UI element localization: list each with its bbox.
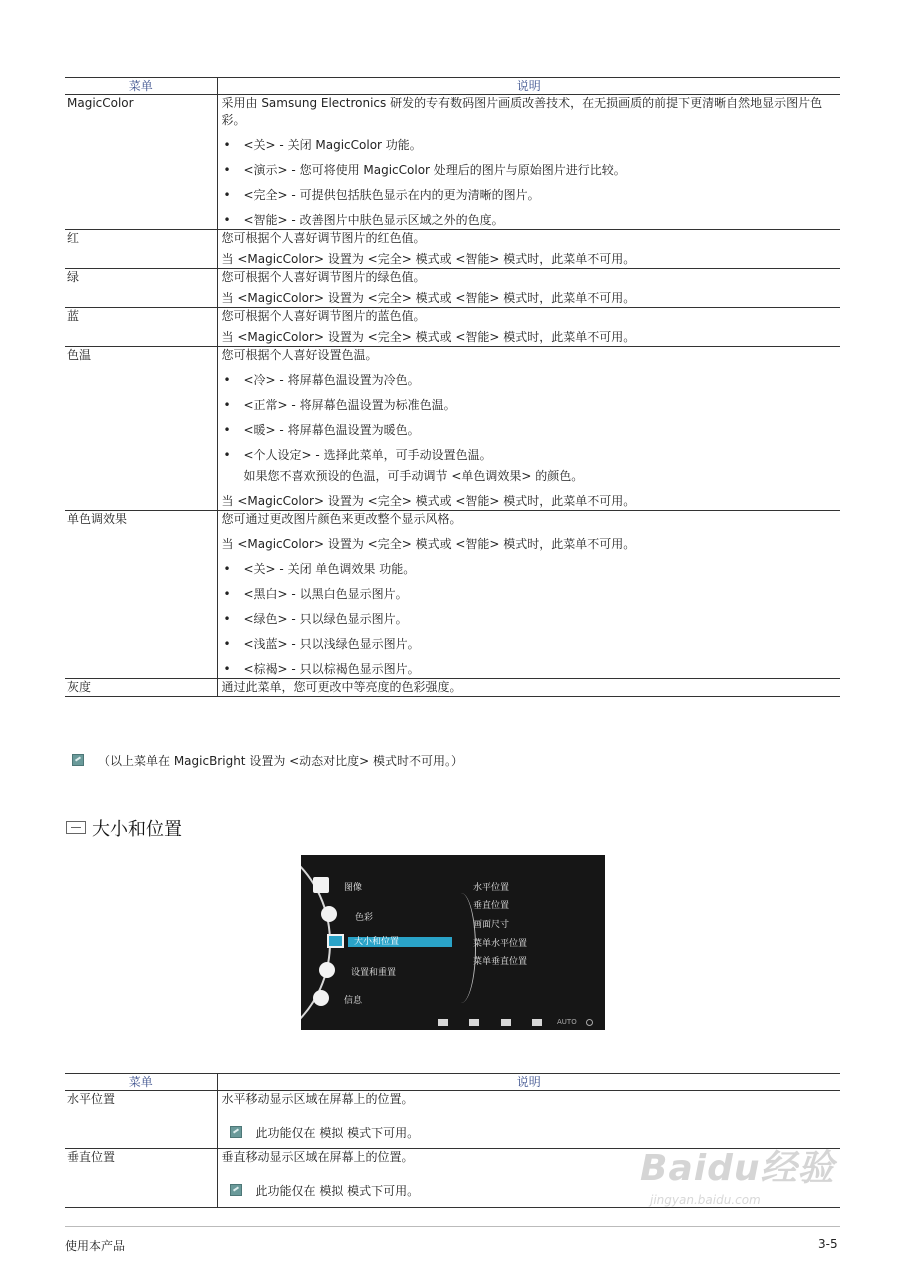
osd-main-item: 图像 (344, 883, 363, 893)
arrow-right-icon (532, 1019, 542, 1026)
option-list (222, 372, 839, 464)
note-icon (72, 754, 84, 766)
baidu-watermark-url: jingyan.baidu.com (650, 1193, 761, 1207)
baidu-watermark-logo: Baidu经验 (640, 1148, 835, 1189)
osd-main-item: 色彩 (355, 913, 374, 923)
osd-main-item: 信息 (344, 996, 363, 1006)
desc-text: 您可根据个人喜好设置色温。 (221, 348, 378, 362)
col-header-menu: 菜单 (65, 1074, 217, 1091)
submenu-bracket (446, 893, 476, 1003)
table-row (65, 679, 840, 697)
note-text: （以上菜单在 MagicBright 设置为 <动态对比度> 模式时不可用。） (98, 754, 464, 768)
palette-icon (321, 906, 337, 922)
desc-text: 水平移动显示区域在屏幕上的位置。 (221, 1092, 414, 1106)
list-item: • <棕褐> - 只以棕褐色显示图片。 (222, 661, 839, 678)
desc-text: 垂直移动显示区域在屏幕上的位置。 (221, 1150, 414, 1164)
row-description (217, 308, 840, 347)
row-name: MagicColor (65, 95, 217, 230)
footer-chapter: 使用本产品 (65, 1239, 126, 1253)
option-list (222, 137, 839, 229)
desc-subline: 如果您不喜欢预设的色温，可手动调节 <单色调效果> 的颜色。 (243, 469, 584, 483)
list-item: • <关> - 关闭 MagicColor 功能。 (222, 137, 839, 154)
auto-label: AUTO (557, 1018, 577, 1026)
row-name: 蓝 (65, 308, 217, 347)
col-header-description: 说明 (217, 78, 840, 95)
desc-text: 您可根据个人喜好调节图片的红色值。 (221, 231, 426, 245)
table-header-row (65, 1074, 840, 1091)
osd-main-item-selected: 大小和位置 (348, 937, 452, 947)
list-item: • <关> - 关闭 单色调效果 功能。 (222, 561, 839, 578)
row-description (217, 95, 840, 230)
close-icon (438, 1019, 448, 1026)
osd-sub-item: 菜单垂直位置 (473, 957, 528, 967)
osd-sub-item: 垂直位置 (473, 901, 510, 911)
info-icon (313, 990, 329, 1006)
color-settings-table (65, 77, 840, 697)
note-text: 此功能仅在 模拟 模式下可用。 (255, 1184, 420, 1198)
list-item: • <暖> - 将屏幕色温设置为暖色。 (222, 422, 839, 439)
desc-text: 通过此菜单，您可更改中等亮度的色彩强度。 (221, 680, 462, 694)
size-position-icon (327, 934, 344, 948)
footer-divider (65, 1226, 840, 1227)
list-item: • <正常> - 将屏幕色温设置为标准色温。 (222, 397, 839, 414)
table-row (65, 95, 840, 230)
row-description (217, 511, 840, 679)
list-item: • <演示> - 您可将使用 MagicColor 处理后的图片与原始图片进行比较。 (222, 162, 839, 179)
osd-sub-item: 菜单水平位置 (473, 939, 528, 949)
desc-text: 您可根据个人喜好调节图片的蓝色值。 (221, 309, 426, 323)
desc-note: 当 <MagicColor> 设置为 <完全> 模式或 <智能> 模式时，此菜单不可用。 (221, 330, 636, 344)
section-title (66, 815, 182, 841)
row-name: 单色调效果 (65, 511, 217, 679)
osd-sub-item: 画面尺寸 (473, 920, 510, 930)
list-item: • <冷> - 将屏幕色温设置为冷色。 (222, 372, 839, 389)
list-item: • <完全> - 可提供包括肤色显示在内的更为清晰的图片。 (222, 187, 839, 204)
row-description (217, 679, 840, 697)
power-icon (586, 1019, 593, 1026)
desc-note: 当 <MagicColor> 设置为 <完全> 模式或 <智能> 模式时，此菜单不可用。 (221, 291, 636, 305)
arrow-up-icon (501, 1019, 511, 1026)
table-row (65, 269, 840, 308)
list-item: • <浅蓝> - 只以浅绿色显示图片。 (222, 636, 839, 653)
availability-note (72, 752, 463, 769)
col-header-menu: 菜单 (65, 78, 217, 95)
desc-text: 您可通过更改图片颜色来更改整个显示风格。 (221, 512, 462, 526)
table-row (65, 230, 840, 269)
osd-main-item: 设置和重置 (351, 968, 397, 978)
list-item: • <智能> - 改善图片中肤色显示区域之外的色度。 (222, 212, 839, 229)
osd-menu-screenshot (301, 855, 605, 1030)
note-text: 此功能仅在 模拟 模式下可用。 (255, 1126, 420, 1140)
note-icon (230, 1184, 242, 1196)
row-name: 色温 (65, 347, 217, 511)
table-row (65, 511, 840, 679)
option-list (222, 561, 839, 678)
arrow-down-icon (469, 1019, 479, 1026)
section-title-text: 大小和位置 (92, 819, 182, 840)
osd-sub-item: 水平位置 (473, 883, 510, 893)
row-name: 绿 (65, 269, 217, 308)
picture-icon (313, 877, 329, 893)
desc-text: 采用由 Samsung Electronics 研发的专有数码图片画质改善技术，在无损画质的前提下更清晰自然地显示图片色彩。 (221, 96, 823, 127)
row-description (217, 269, 840, 308)
row-name: 水平位置 (65, 1091, 217, 1149)
list-item: • <绿色> - 只以绿色显示图片。 (222, 611, 839, 628)
col-header-description: 说明 (217, 1074, 840, 1091)
row-name: 灰度 (65, 679, 217, 697)
footer-page-number: 3-5 (818, 1237, 838, 1251)
table-row (65, 347, 840, 511)
row-name: 垂直位置 (65, 1149, 217, 1208)
desc-text: 您可根据个人喜好调节图片的绿色值。 (221, 270, 426, 284)
desc-note: 当 <MagicColor> 设置为 <完全> 模式或 <智能> 模式时，此菜单不可用。 (221, 494, 636, 508)
row-description (217, 230, 840, 269)
row-description (217, 347, 840, 511)
gear-icon (319, 962, 335, 978)
list-item: • <个人设定> - 选择此菜单，可手动设置色温。 (222, 447, 839, 464)
list-item: • <黑白> - 以黑白色显示图片。 (222, 586, 839, 603)
desc-note: 当 <MagicColor> 设置为 <完全> 模式或 <智能> 模式时，此菜单不可用。 (221, 537, 636, 551)
desc-note: 当 <MagicColor> 设置为 <完全> 模式或 <智能> 模式时，此菜单不可用。 (221, 252, 636, 266)
note-icon (230, 1126, 242, 1138)
table-row (65, 308, 840, 347)
size-position-icon (66, 821, 86, 834)
table-header-row (65, 78, 840, 95)
row-name: 红 (65, 230, 217, 269)
